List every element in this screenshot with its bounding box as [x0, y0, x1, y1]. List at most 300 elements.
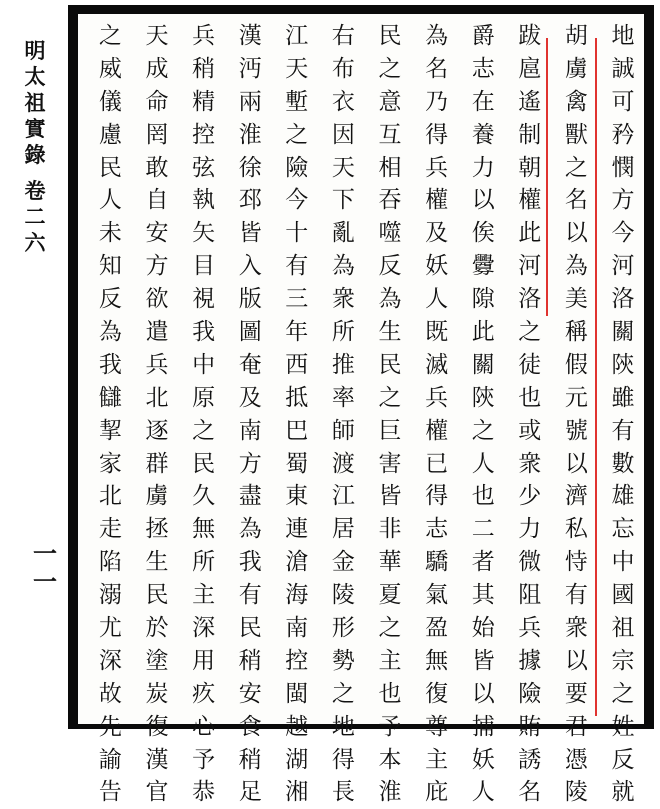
- text-column-6-char: 淮: [378, 779, 402, 806]
- text-column-12-char: 北: [98, 483, 122, 510]
- text-column-2-char: 為: [564, 253, 588, 280]
- text-column-6-char: 民: [378, 351, 402, 378]
- text-column-7-char: 江: [331, 483, 355, 510]
- text-column-10-char: 控: [192, 121, 216, 148]
- text-column-1-char: 陝: [611, 351, 635, 378]
- book-title-char: 太: [24, 64, 46, 89]
- text-column-8-char: 控: [285, 647, 309, 674]
- text-column-12-char: 深: [98, 647, 122, 674]
- text-column-3-char: 之: [518, 319, 542, 346]
- text-column-11-char: 罔: [145, 121, 169, 148]
- text-column-7-char: 渡: [331, 450, 355, 477]
- text-column-5-char: 主: [425, 746, 449, 773]
- text-column-1-char: 之: [611, 680, 635, 707]
- text-column-8-char: 西: [285, 351, 309, 378]
- text-column-2-char: 名: [564, 187, 588, 214]
- text-column-5-char: 志: [425, 516, 449, 543]
- text-column-2-char: 要: [564, 680, 588, 707]
- text-column-2-char: 元: [564, 384, 588, 411]
- text-column-1-char: 地: [611, 23, 635, 49]
- text-column-7-char: 率: [331, 384, 355, 411]
- text-column-11-char: 民: [145, 582, 169, 609]
- text-column-3-char: 也: [518, 384, 542, 411]
- text-column-7-char: 得: [331, 746, 355, 773]
- text-column-10-char: 深: [192, 615, 216, 642]
- text-column-5-char: 既: [425, 319, 449, 346]
- text-column-6-char: 民: [378, 23, 402, 49]
- text-column-2-char: 之: [564, 154, 588, 181]
- text-column-11-char: 群: [145, 450, 169, 477]
- text-column-5-char: 氣: [425, 582, 449, 609]
- text-column-3-char: 微: [518, 549, 542, 576]
- text-column-1-char: 矜: [611, 121, 635, 148]
- text-column-1-char: 反: [611, 746, 635, 773]
- text-column-10-char: 民: [192, 450, 216, 477]
- text-column-11-char: 命: [145, 88, 169, 115]
- text-column-8-char: 十: [285, 220, 309, 247]
- book-title-char: 錄: [24, 142, 46, 167]
- text-column-11-char: 敢: [145, 154, 169, 181]
- text-column-6-char: 害: [378, 450, 402, 477]
- text-column-3-char: 阻: [518, 582, 542, 609]
- text-column-6-char: 巨: [378, 417, 402, 444]
- text-column-5-char: 人: [425, 286, 449, 313]
- text-column-5-char: 為: [425, 23, 449, 49]
- text-column-5-char: 尊: [425, 713, 449, 740]
- text-column-4-char: 以: [471, 187, 495, 214]
- text-column-12-char: 家: [98, 450, 122, 477]
- text-column-8-char: 江: [285, 23, 309, 49]
- text-column-5-char: 權: [425, 417, 449, 444]
- volume-char: 六: [24, 230, 46, 255]
- text-column-7-char: 地: [331, 713, 355, 740]
- text-column-5-char: 及: [425, 220, 449, 247]
- text-column-6-char: 非: [378, 516, 402, 543]
- text-column-1-char: 雖: [611, 384, 635, 411]
- text-column-3-char: 賄: [518, 713, 542, 740]
- text-column-10-char: 稍: [192, 55, 216, 82]
- text-column-7-char: 為: [331, 253, 355, 280]
- text-column-4-char: 爵: [471, 23, 495, 49]
- page-number: [30, 540, 60, 596]
- text-column-5: [417, 20, 457, 809]
- text-column-6-char: 意: [378, 88, 402, 115]
- text-column-1-char: 憫: [611, 154, 635, 181]
- text-column-10-char: 兵: [192, 23, 216, 49]
- text-column-7-char: 所: [331, 319, 355, 346]
- text-column-8-char: 有: [285, 253, 309, 280]
- text-column-4-char: 志: [471, 55, 495, 82]
- text-column-6-char: 為: [378, 286, 402, 313]
- text-column-1-char: 忘: [611, 516, 635, 543]
- text-column-10-char: 疚: [192, 680, 216, 707]
- text-column-2-char: 禽: [564, 88, 588, 115]
- text-column-4-char: 之: [471, 417, 495, 444]
- text-column-12-char: 我: [98, 351, 122, 378]
- text-column-1-char: 河: [611, 253, 635, 280]
- text-column-4-char: 以: [471, 680, 495, 707]
- text-column-11: [137, 20, 177, 809]
- text-column-8-char: 三: [285, 286, 309, 313]
- text-column-9-char: 安: [238, 680, 262, 707]
- text-column-3-char: 跋: [518, 23, 542, 49]
- text-column-8-char: 抵: [285, 384, 309, 411]
- text-column-10-char: 所: [192, 549, 216, 576]
- text-column-6-char: 主: [378, 647, 402, 674]
- text-column-4-char: 人: [471, 450, 495, 477]
- page-number-char: 一: [33, 539, 57, 568]
- text-column-12-char: 讎: [98, 384, 122, 411]
- text-column-6-char: 夏: [378, 582, 402, 609]
- text-column-7-char: 布: [331, 55, 355, 82]
- text-column-6-char: 吞: [378, 187, 402, 214]
- text-column-7-char: 之: [331, 680, 355, 707]
- text-column-12-char: 溺: [98, 582, 122, 609]
- book-title-char: 祖: [24, 90, 46, 115]
- text-column-11-char: 炭: [145, 680, 169, 707]
- text-column-6-char: 也: [378, 680, 402, 707]
- text-column-6-char: 生: [378, 319, 402, 346]
- text-column-4-char: 關: [471, 351, 495, 378]
- text-column-9-char: 漢: [238, 23, 262, 49]
- text-column-12-char: 未: [98, 220, 122, 247]
- text-column-9-char: 及: [238, 384, 262, 411]
- text-column-1-char: 有: [611, 417, 635, 444]
- text-column-7-char: 亂: [331, 220, 355, 247]
- text-column-9-char: 入: [238, 253, 262, 280]
- text-column-7-char: 衆: [331, 286, 355, 313]
- text-column-2-char: 憑: [564, 746, 588, 773]
- text-column-11-char: 生: [145, 549, 169, 576]
- text-column-8-char: 今: [285, 187, 309, 214]
- text-column-2-char: 君: [564, 713, 588, 740]
- text-column-10-char: 之: [192, 417, 216, 444]
- text-column-1-char: 中: [611, 549, 635, 576]
- volume-char: 二: [24, 204, 46, 229]
- text-column-12-char: 威: [98, 55, 122, 82]
- text-column-5-char: 得: [425, 121, 449, 148]
- text-column-2-char: 稱: [564, 319, 588, 346]
- text-column-2-char: 號: [564, 417, 588, 444]
- text-column-1-char: 關: [611, 319, 635, 346]
- text-column-3-char: 扈: [518, 55, 542, 82]
- text-column-3-char: 險: [518, 680, 542, 707]
- text-column-3-char: 制: [518, 121, 542, 148]
- text-column-8-char: 之: [285, 121, 309, 148]
- text-column-7-char: 金: [331, 549, 355, 576]
- text-column-1-char: 雄: [611, 483, 635, 510]
- text-column-9-char: 方: [238, 450, 262, 477]
- text-column-4-char: 此: [471, 319, 495, 346]
- text-column-8-char: 塹: [285, 88, 309, 115]
- text-column-9-char: 南: [238, 417, 262, 444]
- text-column-2: [556, 20, 596, 809]
- text-column-2-char: 濟: [564, 483, 588, 510]
- text-column-12-char: 之: [98, 23, 122, 49]
- text-column-5-char: 乃: [425, 88, 449, 115]
- text-column-9-char: 淮: [238, 121, 262, 148]
- text-column-7-char: 陵: [331, 582, 355, 609]
- text-column-10-char: 中: [192, 351, 216, 378]
- text-column-12-char: 挈: [98, 417, 122, 444]
- text-column-7-char: 形: [331, 615, 355, 642]
- text-column-8: [277, 20, 317, 809]
- text-column-12-char: 慮: [98, 121, 122, 148]
- text-column-10-char: 矢: [192, 220, 216, 247]
- text-column-7: [323, 20, 363, 809]
- book-title-char: 實: [24, 116, 46, 141]
- text-column-2-char: 以: [564, 647, 588, 674]
- text-column-7-char: 衣: [331, 88, 355, 115]
- text-column-8-char: 湘: [285, 779, 309, 806]
- text-column-3-char: 權: [518, 187, 542, 214]
- text-column-10-char: 主: [192, 582, 216, 609]
- text-column-3: [510, 20, 550, 809]
- text-column-10-char: 久: [192, 483, 216, 510]
- text-column-8-char: 巴: [285, 417, 309, 444]
- text-column-10-char: 心: [192, 713, 216, 740]
- text-column-3-char: 少: [518, 483, 542, 510]
- text-column-9-char: 奄: [238, 351, 262, 378]
- text-column-7-char: 右: [331, 23, 355, 49]
- text-column-4-char: 陝: [471, 384, 495, 411]
- text-column-7-char: 居: [331, 516, 355, 543]
- text-column-10-char: 我: [192, 319, 216, 346]
- text-column-12-char: 故: [98, 680, 122, 707]
- text-column-8-char: 東: [285, 483, 309, 510]
- text-column-6-char: 噬: [378, 220, 402, 247]
- text-column-7-char: 長: [331, 779, 355, 806]
- text-column-1-char: 就: [611, 779, 635, 806]
- text-column-9-char: 圖: [238, 319, 262, 346]
- text-column-1-char: 祖: [611, 615, 635, 642]
- text-column-3-char: 誘: [518, 746, 542, 773]
- text-column-11-char: 遣: [145, 319, 169, 346]
- text-column-9-char: 有: [238, 582, 262, 609]
- text-column-2-char: 恃: [564, 549, 588, 576]
- text-column-9-char: 我: [238, 549, 262, 576]
- text-column-11-char: 安: [145, 220, 169, 247]
- text-column-5-char: 庇: [425, 779, 449, 806]
- text-column-9-char: 為: [238, 516, 262, 543]
- text-column-8-char: 越: [285, 713, 309, 740]
- text-column-11-char: 兵: [145, 351, 169, 378]
- text-column-11-char: 官: [145, 779, 169, 806]
- text-column-3-char: 此: [518, 220, 542, 247]
- text-column-2-char: 假: [564, 351, 588, 378]
- text-column-4-char: 在: [471, 88, 495, 115]
- text-column-4-char: 也: [471, 483, 495, 510]
- text-column-9-char: 盡: [238, 483, 262, 510]
- text-column-6-char: 本: [378, 746, 402, 773]
- text-column-4-char: 隙: [471, 286, 495, 313]
- text-column-6-char: 予: [378, 713, 402, 740]
- text-column-2-char: 陵: [564, 779, 588, 806]
- text-column-1-char: 洛: [611, 286, 635, 313]
- text-column-9-char: 稍: [238, 647, 262, 674]
- text-column-1-char: 誠: [611, 55, 635, 82]
- text-column-12-char: 告: [98, 779, 122, 806]
- text-column-4-char: 人: [471, 779, 495, 806]
- text-column-5-char: 復: [425, 680, 449, 707]
- text-column-6-char: 之: [378, 384, 402, 411]
- text-column-5-char: 得: [425, 483, 449, 510]
- text-column-8-char: 南: [285, 615, 309, 642]
- text-column-9-char: 版: [238, 286, 262, 313]
- text-column-4-char: 俟: [471, 220, 495, 247]
- text-column-4-char: 捕: [471, 713, 495, 740]
- text-column-11-char: 拯: [145, 516, 169, 543]
- text-column-2-char: 獸: [564, 121, 588, 148]
- text-column-6-char: 之: [378, 55, 402, 82]
- text-column-2-char: 胡: [564, 23, 588, 49]
- text-column-5-char: 已: [425, 450, 449, 477]
- text-column-5-char: 兵: [425, 384, 449, 411]
- text-column-12-char: 尤: [98, 615, 122, 642]
- text-column-2-char: 以: [564, 220, 588, 247]
- text-column-10: [184, 20, 224, 809]
- text-column-12-char: 諭: [98, 746, 122, 773]
- text-column-1-char: 今: [611, 220, 635, 247]
- text-column-1-char: 國: [611, 582, 635, 609]
- volume-char: 卷: [24, 178, 46, 203]
- text-column-8-char: 年: [285, 319, 309, 346]
- text-column-10-char: 無: [192, 516, 216, 543]
- text-column-10-char: 用: [192, 647, 216, 674]
- text-column-11-char: 北: [145, 384, 169, 411]
- text-column-1: [603, 20, 643, 809]
- text-column-1-char: 姓: [611, 713, 635, 740]
- text-column-10-char: 弦: [192, 154, 216, 181]
- text-column-2-char: 虜: [564, 55, 588, 82]
- text-column-11-char: 虜: [145, 483, 169, 510]
- text-column-7-char: 天: [331, 154, 355, 181]
- text-column-4-char: 釁: [471, 253, 495, 280]
- text-column-3-char: 朝: [518, 154, 542, 181]
- text-column-8-char: 海: [285, 582, 309, 609]
- text-column-8-char: 滄: [285, 549, 309, 576]
- text-column-10-char: 執: [192, 187, 216, 214]
- text-column-10-char: 視: [192, 286, 216, 313]
- text-column-11-char: 自: [145, 187, 169, 214]
- text-column-9-char: 食: [238, 713, 262, 740]
- text-column-11-char: 塗: [145, 647, 169, 674]
- text-column-3-char: 據: [518, 647, 542, 674]
- text-column-3-char: 或: [518, 417, 542, 444]
- text-column-5-char: 無: [425, 647, 449, 674]
- text-column-4-char: 妖: [471, 746, 495, 773]
- text-column-1-char: 宗: [611, 647, 635, 674]
- text-column-2-char: 美: [564, 286, 588, 313]
- text-column-2-char: 有: [564, 582, 588, 609]
- text-column-12-char: 知: [98, 253, 122, 280]
- text-column-9-char: 徐: [238, 154, 262, 181]
- text-column-11-char: 復: [145, 713, 169, 740]
- text-column-6-char: 互: [378, 121, 402, 148]
- text-column-3-char: 遙: [518, 88, 542, 115]
- text-column-3-char: 衆: [518, 450, 542, 477]
- text-column-3-char: 徒: [518, 351, 542, 378]
- text-column-6-char: 反: [378, 253, 402, 280]
- text-column-5-char: 兵: [425, 154, 449, 181]
- text-column-9-char: 足: [238, 779, 262, 806]
- text-column-11-char: 逐: [145, 417, 169, 444]
- text-column-10-char: 精: [192, 88, 216, 115]
- text-column-1-char: 可: [611, 88, 635, 115]
- text-column-2-char: 以: [564, 450, 588, 477]
- text-column-10-char: 予: [192, 746, 216, 773]
- text-column-8-char: 險: [285, 154, 309, 181]
- text-column-1-char: 方: [611, 187, 635, 214]
- text-column-12-char: 反: [98, 286, 122, 313]
- text-column-12-char: 先: [98, 713, 122, 740]
- text-column-6: [370, 20, 410, 809]
- text-column-9-char: 兩: [238, 88, 262, 115]
- text-column-11-char: 天: [145, 23, 169, 49]
- text-column-8-char: 湖: [285, 746, 309, 773]
- text-column-6-char: 華: [378, 549, 402, 576]
- text-column-12-char: 陷: [98, 549, 122, 576]
- text-column-7-char: 推: [331, 351, 355, 378]
- text-column-6-char: 皆: [378, 483, 402, 510]
- text-column-2-char: 私: [564, 516, 588, 543]
- text-column-9-char: 民: [238, 615, 262, 642]
- text-column-7-char: 因: [331, 121, 355, 148]
- text-column-10-char: 目: [192, 253, 216, 280]
- text-column-12-char: 人: [98, 187, 122, 214]
- text-column-7-char: 師: [331, 417, 355, 444]
- text-column-3-char: 兵: [518, 615, 542, 642]
- text-column-11-char: 於: [145, 615, 169, 642]
- text-column-9-char: 邳: [238, 187, 262, 214]
- text-column-8-char: 蜀: [285, 450, 309, 477]
- text-column-9-char: 稍: [238, 746, 262, 773]
- text-column-11-char: 方: [145, 253, 169, 280]
- text-column-7-char: 下: [331, 187, 355, 214]
- text-column-5-char: 盈: [425, 615, 449, 642]
- text-column-8-char: 連: [285, 516, 309, 543]
- text-column-12-char: 儀: [98, 88, 122, 115]
- text-column-10-char: 恭: [192, 779, 216, 806]
- text-column-4-char: 養: [471, 121, 495, 148]
- text-column-2-char: 衆: [564, 615, 588, 642]
- text-column-12-char: 為: [98, 319, 122, 346]
- text-column-9: [230, 20, 270, 809]
- book-title-char: 明: [24, 38, 46, 63]
- text-column-3-char: 洛: [518, 286, 542, 313]
- text-column-3-char: 力: [518, 516, 542, 543]
- text-column-12-char: 民: [98, 154, 122, 181]
- text-column-6-char: 相: [378, 154, 402, 181]
- text-column-6-char: 之: [378, 615, 402, 642]
- text-column-4-char: 者: [471, 549, 495, 576]
- text-column-4-char: 二: [471, 516, 495, 543]
- text-column-1-char: 數: [611, 450, 635, 477]
- text-column-5-char: 名: [425, 55, 449, 82]
- book-title: [18, 38, 52, 168]
- text-column-5-char: 滅: [425, 351, 449, 378]
- volume-label: [18, 178, 52, 256]
- text-column-9-char: 沔: [238, 55, 262, 82]
- text-column-3-char: 河: [518, 253, 542, 280]
- page-number-char: 一: [33, 567, 57, 596]
- text-column-5-char: 權: [425, 187, 449, 214]
- text-column-4-char: 始: [471, 615, 495, 642]
- text-column-4-char: 力: [471, 154, 495, 181]
- text-column-9-char: 皆: [238, 220, 262, 247]
- text-column-4: [463, 20, 503, 809]
- text-column-7-char: 勢: [331, 647, 355, 674]
